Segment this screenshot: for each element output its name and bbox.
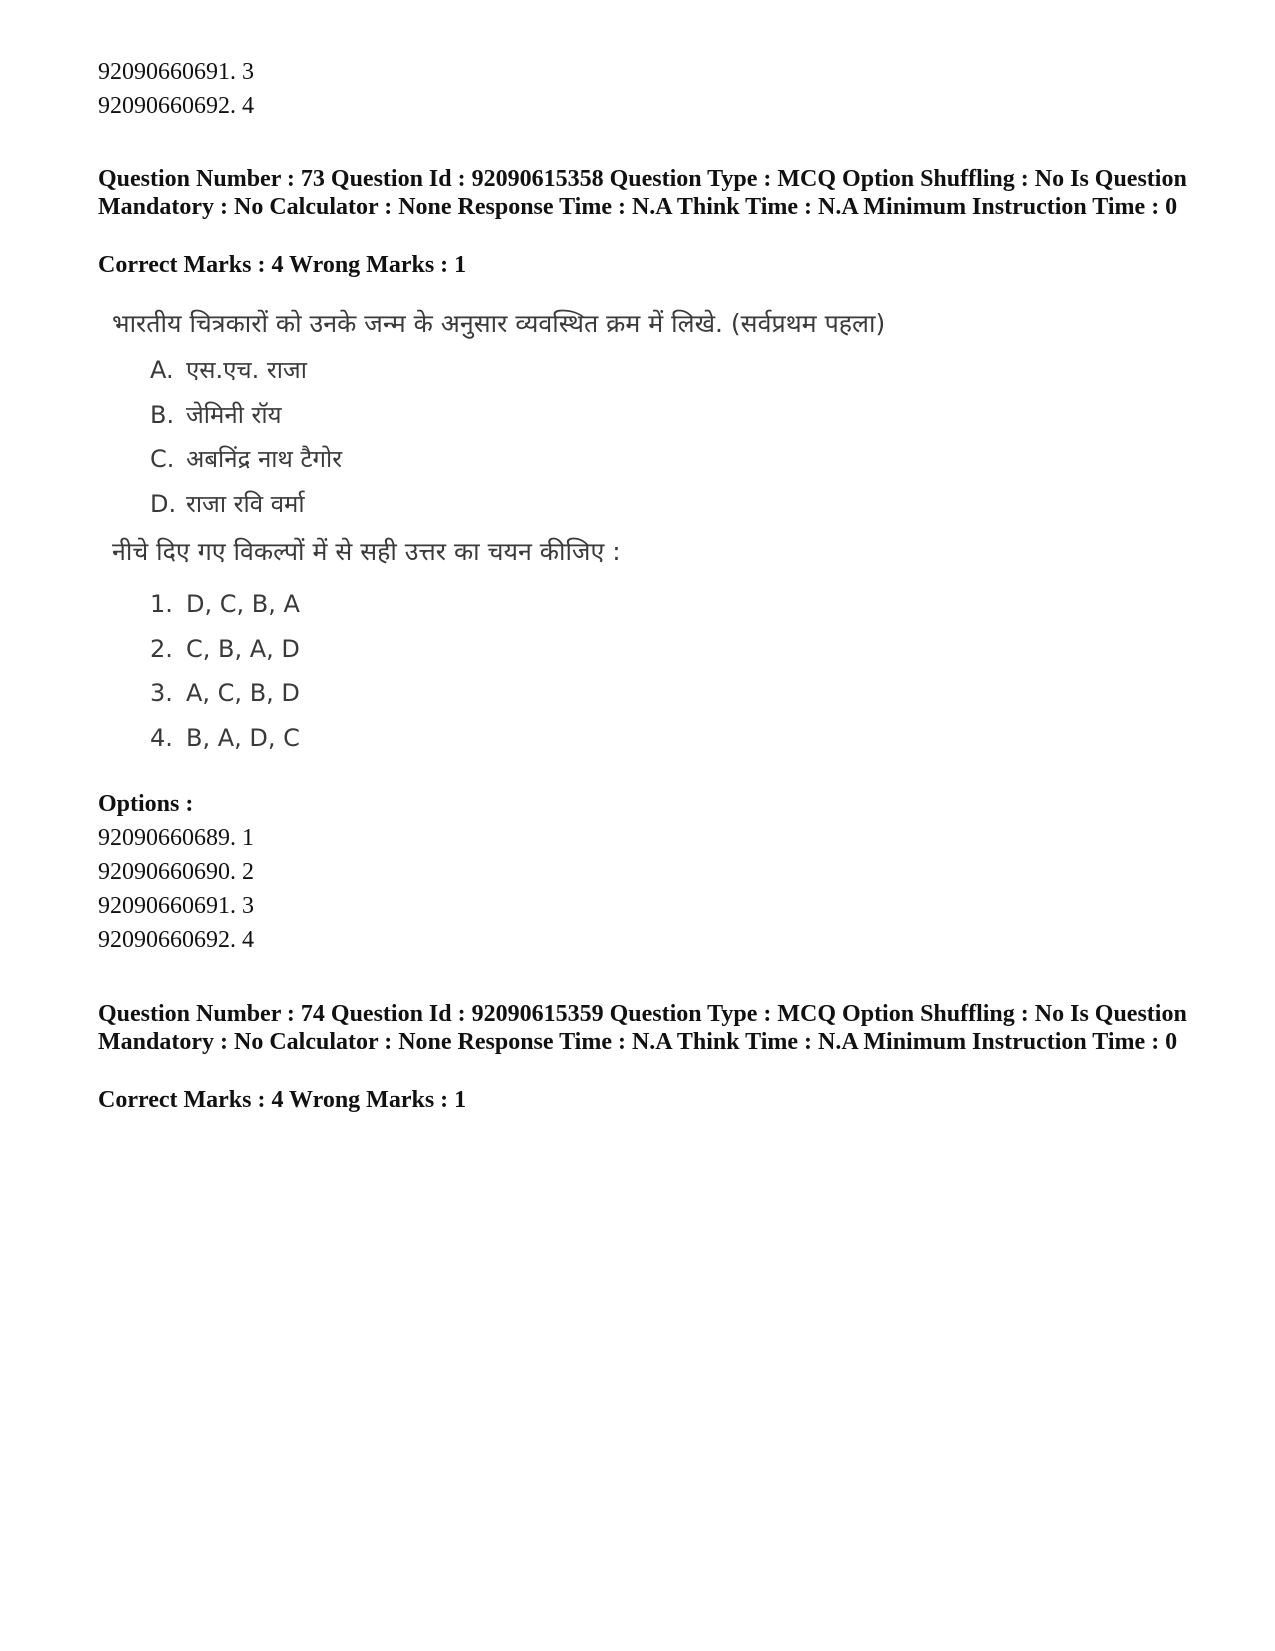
item-label: D. (150, 490, 177, 518)
choice-text: C, B, A, D (186, 635, 300, 663)
q74-marks: Correct Marks : 4 Wrong Marks : 1 (98, 1087, 467, 1113)
item-label: C. (150, 445, 175, 473)
q73-marks: Correct Marks : 4 Wrong Marks : 1 (98, 252, 467, 278)
q73-instruction: नीचे दिए गए विकल्पों में से सही उत्तर का चयन कीजिए : (112, 537, 621, 566)
q73-item-d (150, 487, 305, 520)
item-label: A. (150, 356, 174, 384)
choice-label: 4. (150, 724, 173, 752)
q73-item-b (150, 398, 282, 431)
q73-choice-3 (150, 679, 300, 707)
prev-option-3: 92090660691. 3 (98, 59, 254, 85)
q73-option-1: 92090660689. 1 (98, 825, 254, 851)
choice-label: 1. (150, 590, 173, 618)
item-text: जेमिनी रॉय (186, 401, 282, 429)
choice-text: A, C, B, D (186, 679, 300, 707)
q73-option-2: 92090660690. 2 (98, 859, 254, 885)
item-text: एस.एच. राजा (186, 356, 307, 384)
item-text: राजा रवि वर्मा (186, 490, 305, 518)
q73-choice-2 (150, 635, 300, 663)
q73-question-text: भारतीय चित्रकारों को उनके जन्म के अनुसार व्यवस्थित क्रम में लिखे. (सर्वप्रथम पहला) (112, 309, 886, 338)
choice-label: 3. (150, 679, 173, 707)
item-text: अबनिंद्र नाथ टैगोर (186, 445, 343, 473)
q73-options-label: Options : (98, 791, 194, 817)
q74-meta: Question Number : 74 Question Id : 92090615359 Question Type : MCQ Option Shuffling : No Is Question Mandatory : No Calculator : None Response Time : N.A Think Time : N.A Minimum Instruction Time : 0 (98, 1001, 1187, 1055)
q73-choice-1 (150, 590, 300, 618)
item-label: B. (150, 401, 175, 429)
q73-item-c (150, 442, 342, 475)
q73-item-a (150, 353, 307, 386)
q73-option-3: 92090660691. 3 (98, 893, 254, 919)
choice-label: 2. (150, 635, 173, 663)
choice-text: B, A, D, C (186, 724, 300, 752)
q73-choice-4 (150, 724, 300, 752)
choice-text: D, C, B, A (186, 590, 300, 618)
q73-question-image (98, 298, 998, 798)
q73-option-4: 92090660692. 4 (98, 927, 254, 953)
prev-option-4: 92090660692. 4 (98, 93, 254, 119)
q73-meta: Question Number : 73 Question Id : 92090615358 Question Type : MCQ Option Shuffling : No Is Question Mandatory : No Calculator : None Response Time : N.A Think Time : N.A Minimum Instruction Time : 0 (98, 166, 1187, 220)
